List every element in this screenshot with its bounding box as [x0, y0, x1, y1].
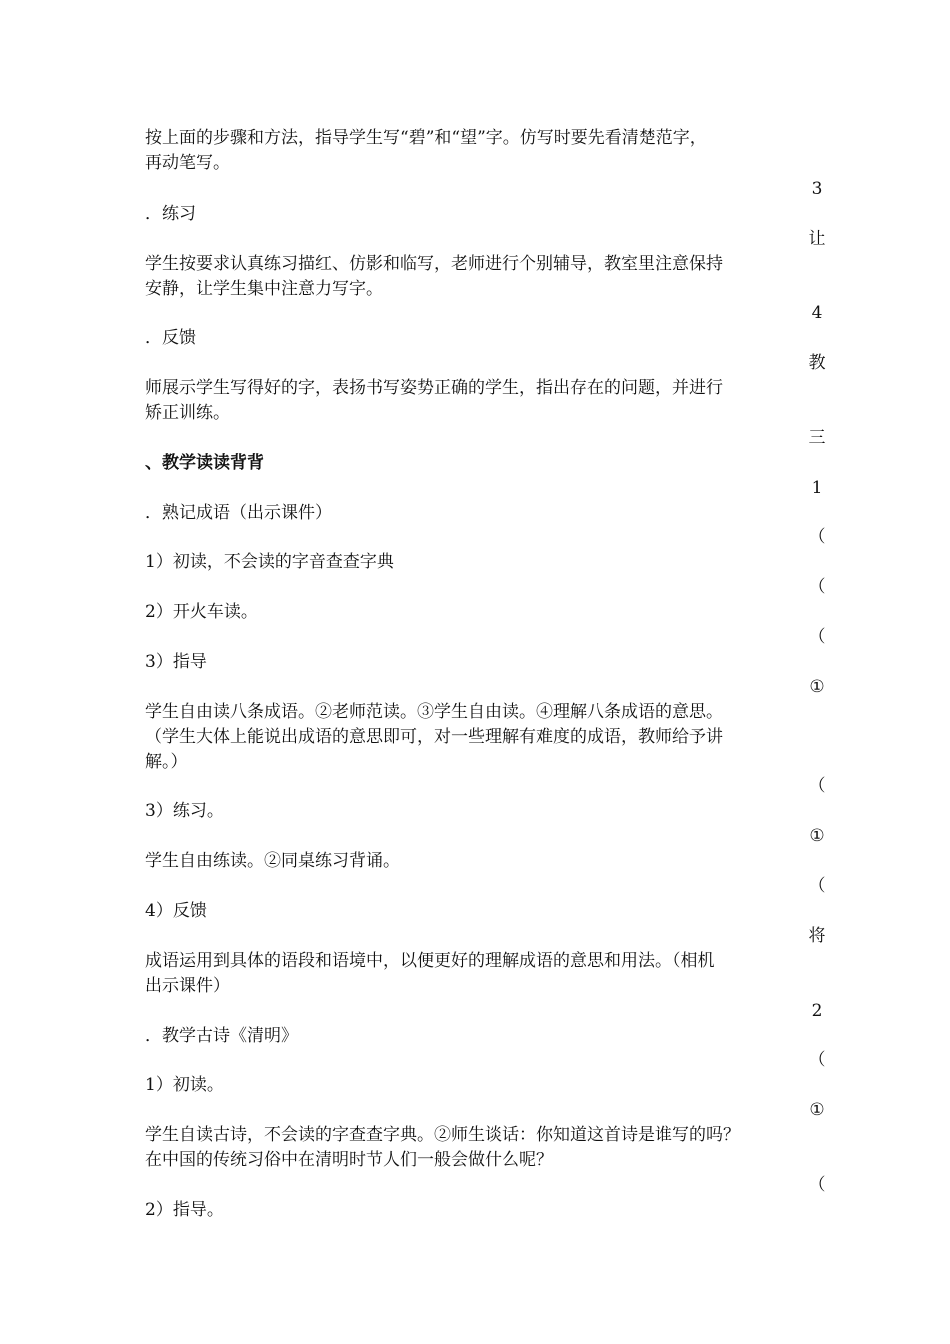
body-line: 出示课件） [145, 976, 230, 996]
body-line: 师展示学生写得好的字，表扬书写姿势正确的学生，指出存在的问题，并进行 [145, 378, 723, 398]
body-line: 矫正训练。 [145, 403, 230, 423]
list-item: 1）初读。 [145, 1075, 224, 1095]
section-heading: ．练习 [145, 204, 196, 224]
list-item: 3）指导 [145, 652, 207, 672]
body-line: 在中国的传统习俗中在清明时节人们一般会做什么呢？ [145, 1150, 553, 1170]
section-heading: ．反馈 [145, 328, 196, 348]
list-item: 2）开火车读。 [145, 602, 258, 622]
margin-fragment: （ [808, 776, 826, 796]
margin-fragment: （ [808, 1050, 826, 1070]
margin-fragment: 2 [811, 1001, 823, 1021]
list-item: 2）指导。 [145, 1200, 224, 1220]
margin-fragment: （ [808, 1175, 826, 1195]
chapter-heading: 、教学读读背背 [145, 453, 264, 473]
body-line: （学生大体上能说出成语的意思即可，对一些理解有难度的成语，教师给予讲 [145, 727, 723, 747]
margin-fragment: ① [809, 1100, 825, 1120]
list-item: 4）反馈 [145, 901, 207, 921]
margin-fragment: （ [808, 527, 826, 547]
body-line: 学生自由读八条成语。②老师范读。③学生自由读。④理解八条成语的意思。 [145, 702, 723, 722]
body-line: 再动笔写。 [145, 153, 230, 173]
body-line: 学生按要求认真练习描红、仿影和临写，老师进行个别辅导，教室里注意保持 [145, 254, 723, 274]
body-line: 安静，让学生集中注意力写字。 [145, 279, 383, 299]
list-item: 1）初读，不会读的字音查查字典 [145, 552, 394, 572]
body-line: 成语运用到具体的语段和语境中，以便更好的理解成语的意思和用法。（相机 [145, 951, 715, 971]
margin-fragment: 3 [811, 179, 823, 199]
list-item: 3）练习。 [145, 801, 224, 821]
body-line: 学生自读古诗，不会读的字查查字典。②师生谈话：你知道这首诗是谁写的吗？ [145, 1125, 740, 1145]
section-heading: ．教学古诗《清明》 [145, 1026, 298, 1046]
margin-fragment: （ [808, 627, 826, 647]
margin-fragment: 三 [808, 428, 826, 448]
margin-fragment: 将 [808, 926, 826, 946]
margin-fragment: ① [809, 677, 825, 697]
margin-fragment: 1 [811, 478, 823, 498]
body-line: 学生自由练读。②同桌练习背诵。 [145, 851, 400, 871]
body-line: 按上面的步骤和方法，指导学生写“碧”和“望”字。仿写时要先看清楚范字， [145, 128, 707, 148]
margin-fragment: ① [809, 826, 825, 846]
section-heading: ．熟记成语（出示课件） [145, 503, 332, 523]
margin-fragment: （ [808, 876, 826, 896]
margin-fragment: 4 [811, 303, 823, 323]
margin-fragment: 让 [808, 229, 826, 249]
body-line: 解。） [145, 752, 188, 772]
margin-fragment: 教 [808, 353, 826, 373]
margin-fragment: （ [808, 577, 826, 597]
